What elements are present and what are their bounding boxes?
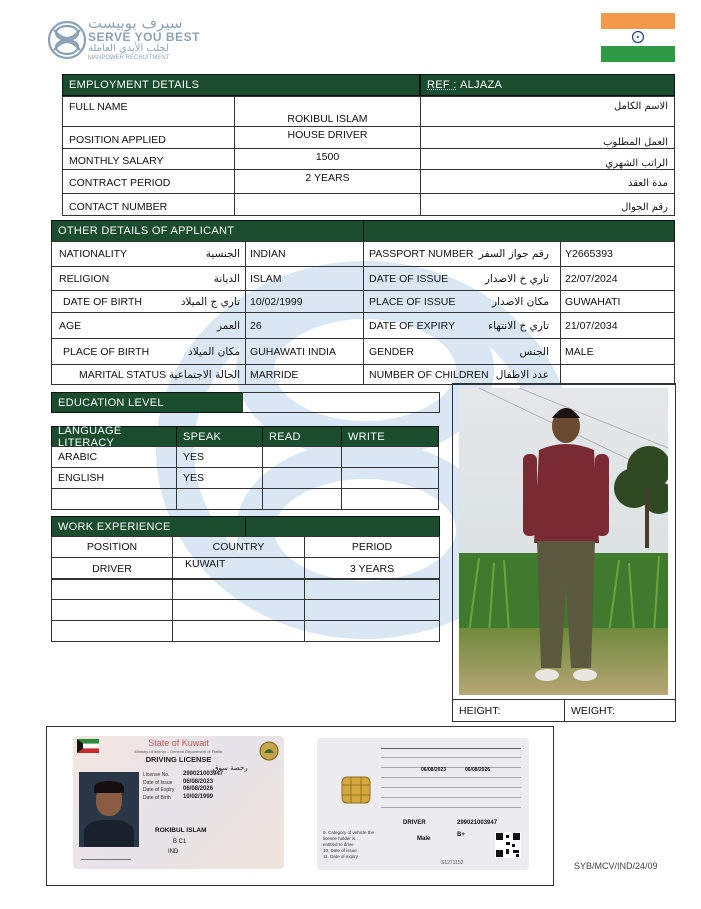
license-back-profession: DRIVER	[403, 820, 426, 826]
work-cell	[172, 578, 305, 600]
applicant-value-left: 10/02/1999	[245, 290, 364, 313]
applicant-label-right: DATE OF EXPIRY	[369, 319, 455, 332]
applicant-label-right: NUMBER OF CHILDREN	[369, 368, 489, 381]
position-applied-value: HOUSE DRIVER	[234, 126, 421, 149]
work-cell	[51, 578, 173, 600]
language-header: LANGUAGE LITERACY	[51, 426, 177, 447]
applicant-arabic-right: تاري خ الانتهاء	[488, 319, 549, 332]
work-column-header: POSITION	[51, 536, 173, 558]
applicant-value-right: MALE	[560, 338, 675, 365]
license-back-date1: 06/08/2023	[421, 767, 447, 773]
applicant-value-right: 22/07/2024	[560, 266, 675, 291]
license-title: DRIVING LICENSE	[145, 755, 212, 764]
position-applied-arabic: العمل المطلوب	[420, 126, 675, 149]
applicant-label-left: DATE OF BIRTH	[63, 295, 142, 308]
chip-icon	[341, 776, 371, 804]
license-expiry: 06/08/2026	[183, 786, 214, 792]
ref-header	[420, 74, 675, 96]
work-cell: 3 YEARS	[304, 557, 440, 580]
license-fields: License No. Date of Issue Date of Expiry Date of Birth	[143, 772, 175, 801]
license-title-arabic: رخصة سوق	[213, 764, 248, 772]
language-level-cell	[262, 467, 342, 489]
license-back-gender: Male	[417, 836, 431, 842]
monthly-salary-arabic: الراتب الشهري	[420, 148, 675, 170]
full-name-arabic: الاسم الكامل	[420, 96, 675, 127]
work-cell	[172, 620, 305, 642]
work-header-right	[245, 516, 440, 537]
work-cell	[172, 599, 305, 621]
license-values	[183, 771, 223, 801]
ref-label: REF :	[427, 79, 457, 91]
work-header: WORK EXPERIENCE	[51, 516, 246, 537]
language-name-cell	[51, 488, 177, 510]
applicant-arabic-left: الديانة	[213, 272, 240, 285]
contract-period-label: CONTRACT PERIOD	[62, 169, 235, 194]
contact-number-label: CONTACT NUMBER	[62, 193, 235, 216]
license-name: ROKIBUL ISLAM	[155, 827, 207, 834]
contact-number-arabic: رقم الجوال	[420, 193, 675, 216]
applicant-value-left: INDIAN	[245, 241, 364, 267]
language-name-cell: ARABIC	[51, 446, 177, 468]
license-code: B C1	[173, 839, 187, 845]
height-label: HEIGHT:	[452, 699, 565, 722]
language-level-cell	[341, 446, 439, 468]
applicant-value-left: ISLAM	[245, 266, 364, 291]
applicant-arabic-right: مكان الاصدار	[492, 295, 549, 308]
work-cell: DRIVER	[51, 557, 173, 580]
language-level-cell	[176, 488, 263, 510]
applicant-label-left: NATIONALITY	[59, 248, 128, 260]
language-name-cell: ENGLISH	[51, 467, 177, 489]
applicant-value-right	[560, 364, 675, 385]
language-level-cell: YES	[176, 467, 263, 489]
applicant-arabic-left: مكان الميلاد	[188, 345, 240, 358]
applicant-arabic-left: تاري ج الميلاد	[180, 295, 240, 308]
applicant-value-right: 21/07/2034	[560, 312, 675, 339]
applicant-value-left: 26	[245, 312, 364, 339]
license-back-serial: S1271152	[441, 860, 464, 866]
full-name-label: FULL NAME	[62, 96, 235, 127]
license-dob: 10/02/1999	[183, 793, 214, 800]
license-back-notes: 9. Category of vehicle the licence holder is entitled to drive 10. Date of issue 11. Date of expiry	[323, 830, 375, 859]
work-cell	[51, 620, 173, 642]
document-code: SYB/MCV/IND/24/09	[574, 861, 658, 871]
full-name-value: ROKIBUL ISLAM	[234, 96, 421, 127]
applicant-arabic-left: الجنسية	[205, 248, 240, 260]
license-back-card	[317, 738, 529, 870]
brand-arabic-subtitle: لجلب الأيدي العاملة	[88, 43, 170, 54]
language-level-cell	[341, 467, 439, 489]
applicant-arabic-right: الجنس	[519, 345, 549, 358]
qr-code-icon	[495, 832, 521, 858]
applicant-label-right: PASSPORT NUMBER	[369, 248, 474, 260]
contact-number-value	[234, 193, 421, 216]
license-ministry: Ministry of Interior - General Department of Traffic	[134, 749, 223, 754]
license-back-table	[381, 748, 521, 816]
applicant-arabic-right: رقم جواز السفر	[478, 248, 549, 260]
applicant-arabic-right: تاري خ الاصدار	[484, 272, 549, 285]
license-front-card	[73, 736, 284, 869]
brand-logo-icon	[46, 16, 88, 64]
applicant-label-right: PLACE OF ISSUE	[369, 295, 456, 308]
contract-period-value: 2 YEARS	[234, 169, 421, 194]
monthly-salary-label: MONTHLY SALARY	[62, 148, 235, 170]
weight-label: WEIGHT:	[564, 699, 676, 722]
work-cell	[51, 599, 173, 621]
license-signature	[81, 850, 131, 860]
work-cell	[304, 578, 440, 600]
applicant-header: OTHER DETAILS OF APPLICANT	[51, 220, 364, 242]
license-back-number: 299021003947	[457, 820, 498, 826]
work-cell	[304, 599, 440, 621]
speak-header: SPEAK	[176, 426, 263, 447]
applicant-value-right: GUWAHATI	[560, 290, 675, 313]
applicant-photo	[459, 388, 668, 695]
education-header: EDUCATION LEVEL	[51, 392, 243, 413]
applicant-label-right: GENDER	[369, 345, 414, 358]
license-state: State of Kuwait	[148, 738, 209, 748]
work-cell	[304, 620, 440, 642]
applicant-label-left: PLACE OF BIRTH	[63, 345, 150, 358]
brand-arabic-name: سيرف يوبيست	[88, 14, 183, 32]
education-value	[242, 392, 440, 413]
read-header: READ	[262, 426, 342, 447]
applicant-arabic-left: الحالة الاجتماعية	[168, 368, 240, 381]
position-applied-label: POSITION APPLIED	[62, 126, 235, 149]
work-cell: KUWAIT	[172, 557, 305, 580]
license-nationality: IND	[168, 849, 179, 855]
write-header: WRITE	[341, 426, 439, 447]
applicant-arabic-right: عدد الاطفال	[495, 368, 549, 381]
contract-period-arabic: مدة العقد	[420, 169, 675, 194]
license-back-blood: B+	[457, 832, 465, 838]
language-level-cell	[262, 446, 342, 468]
india-flag-icon	[601, 13, 675, 62]
license-back-date2: 06/08/2026	[465, 767, 491, 773]
license-number: 299021003947	[183, 771, 224, 777]
applicant-arabic-left: العمر	[216, 319, 240, 332]
language-level-cell	[262, 488, 342, 510]
license-issue: 06/08/2023	[183, 778, 214, 785]
applicant-label-left: RELIGION	[59, 272, 110, 285]
language-level-cell	[341, 488, 439, 510]
applicant-value-right: Y2665393	[560, 241, 675, 267]
applicant-label-left: AGE	[59, 319, 82, 332]
applicant-value-left: MARRIDE	[245, 364, 364, 385]
work-column-header: PERIOD	[304, 536, 440, 558]
applicant-value-left: GUHAWATI INDIA	[245, 338, 364, 365]
work-column-header: COUNTRY	[172, 536, 305, 558]
applicant-header-right	[363, 220, 675, 242]
brand-tagline: MANPOWER RECRUITMENT	[88, 55, 170, 61]
applicant-label-right: DATE OF ISSUE	[369, 272, 449, 285]
applicant-label-left: MARITAL STATUS	[79, 368, 167, 381]
employment-header: EMPLOYMENT DETAILS	[62, 74, 420, 96]
brand-english-name: SERVE YOU BEST	[88, 30, 200, 44]
monthly-salary-value: 1500	[234, 148, 421, 170]
license-photo	[79, 772, 139, 847]
language-level-cell: YES	[176, 446, 263, 468]
ref-value: ALJAZA	[459, 79, 503, 91]
